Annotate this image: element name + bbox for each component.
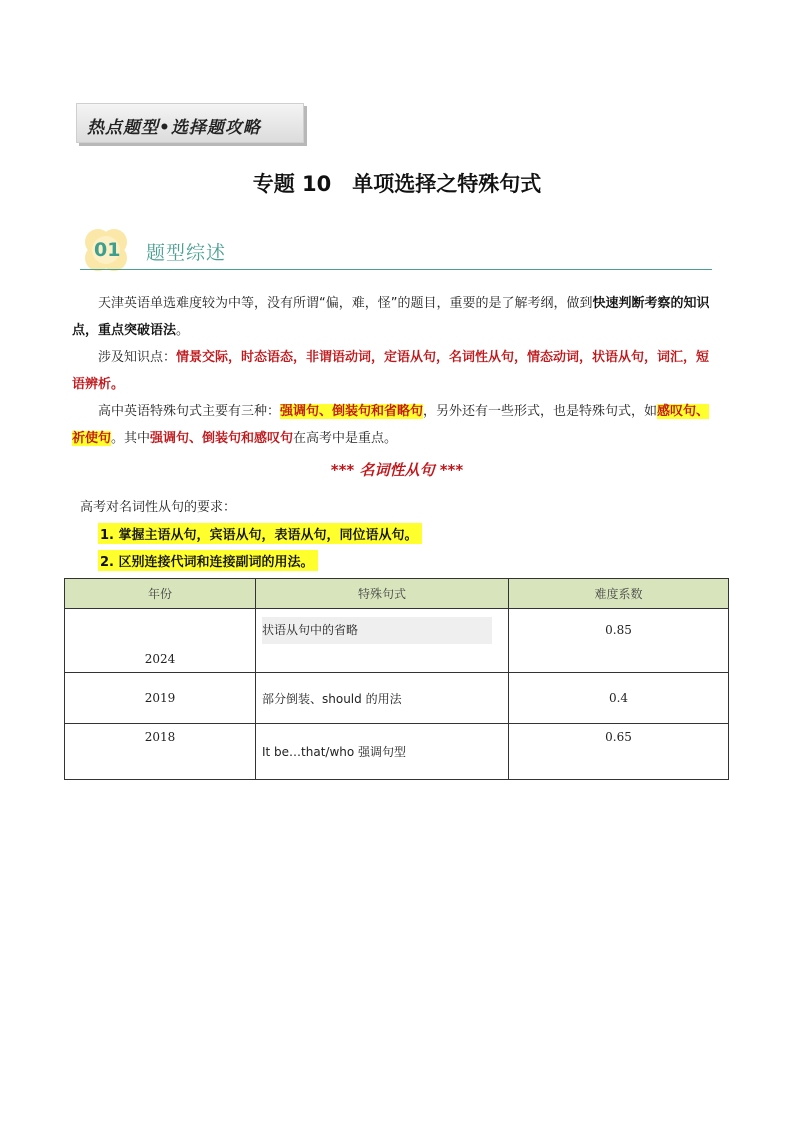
cell-year: 2024	[65, 609, 256, 673]
text-run: 高中英语特殊句式主要有三种：	[98, 404, 281, 419]
highlight-run: 感叹句、祈使句	[72, 404, 710, 446]
cell-feature-text: 状语从句中的省略	[262, 617, 492, 644]
cell-difficulty: 0.4	[509, 673, 729, 724]
section-divider	[80, 269, 712, 270]
overview-paragraph-2	[72, 344, 722, 398]
section-badge	[80, 226, 132, 274]
column-header-feature: 特殊句式	[256, 579, 509, 609]
cell-feature: It be…that/who 强调句型	[256, 724, 509, 780]
text-run-bold: 快速判断考察的知识点，重点突破语法	[72, 296, 710, 338]
text-run: 在高考中是重点。	[293, 431, 398, 446]
cell-difficulty: 0.85	[509, 609, 729, 673]
column-header-year: 年份	[65, 579, 256, 609]
text-run: ，另外还有一些形式，也是特殊句式，如	[423, 404, 658, 419]
exam-table	[64, 578, 729, 780]
text-run: 天津英语单选难度较为中等，没有所谓“偏，难，怪”的题目，重要的是了解考纲，做到	[98, 296, 593, 311]
cell-year: 2018	[65, 724, 256, 780]
cell-difficulty: 0.65	[509, 724, 729, 780]
cell-feature: 部分倒装、should 的用法	[256, 673, 509, 724]
requirement-item: 2. 区别连接代词和连接副词的用法。	[98, 550, 318, 571]
text-run: 。其中	[111, 431, 151, 446]
text-run: 涉及知识点：	[98, 350, 177, 365]
highlight-run: 强调句、倒装句和省略句	[280, 404, 424, 419]
banner-text: 热点题型•选择题攻略	[87, 118, 261, 138]
section-title: 题型综述	[146, 242, 227, 264]
overview-paragraph-3	[72, 398, 722, 452]
requirements-intro: 高考对名词性从句的要求：	[80, 500, 237, 515]
category-banner	[76, 103, 304, 143]
text-run-red: 强调句、倒装句和感叹句	[150, 431, 294, 446]
section-number: 01	[94, 239, 121, 261]
table-row	[65, 724, 729, 780]
knowledge-points: 情景交际，时态语态，非谓语动词，定语从句，名词性从句，情态动词，状语从句，词汇，短语辨析。	[72, 350, 710, 392]
table-row	[65, 609, 729, 673]
table-header-row	[65, 579, 729, 609]
requirement-item: 1. 掌握主语从句，宾语从句，表语从句，同位语从句。	[98, 523, 422, 544]
page-title: 专题 10 单项选择之特殊句式	[252, 172, 542, 196]
subheading: *** 名词性从句 ***	[330, 461, 464, 479]
overview-paragraph-1	[72, 290, 722, 344]
text-run: 。	[176, 323, 190, 338]
table-row	[65, 673, 729, 724]
cell-feature	[256, 609, 509, 673]
column-header-difficulty: 难度系数	[509, 579, 729, 609]
cell-year: 2019	[65, 673, 256, 724]
